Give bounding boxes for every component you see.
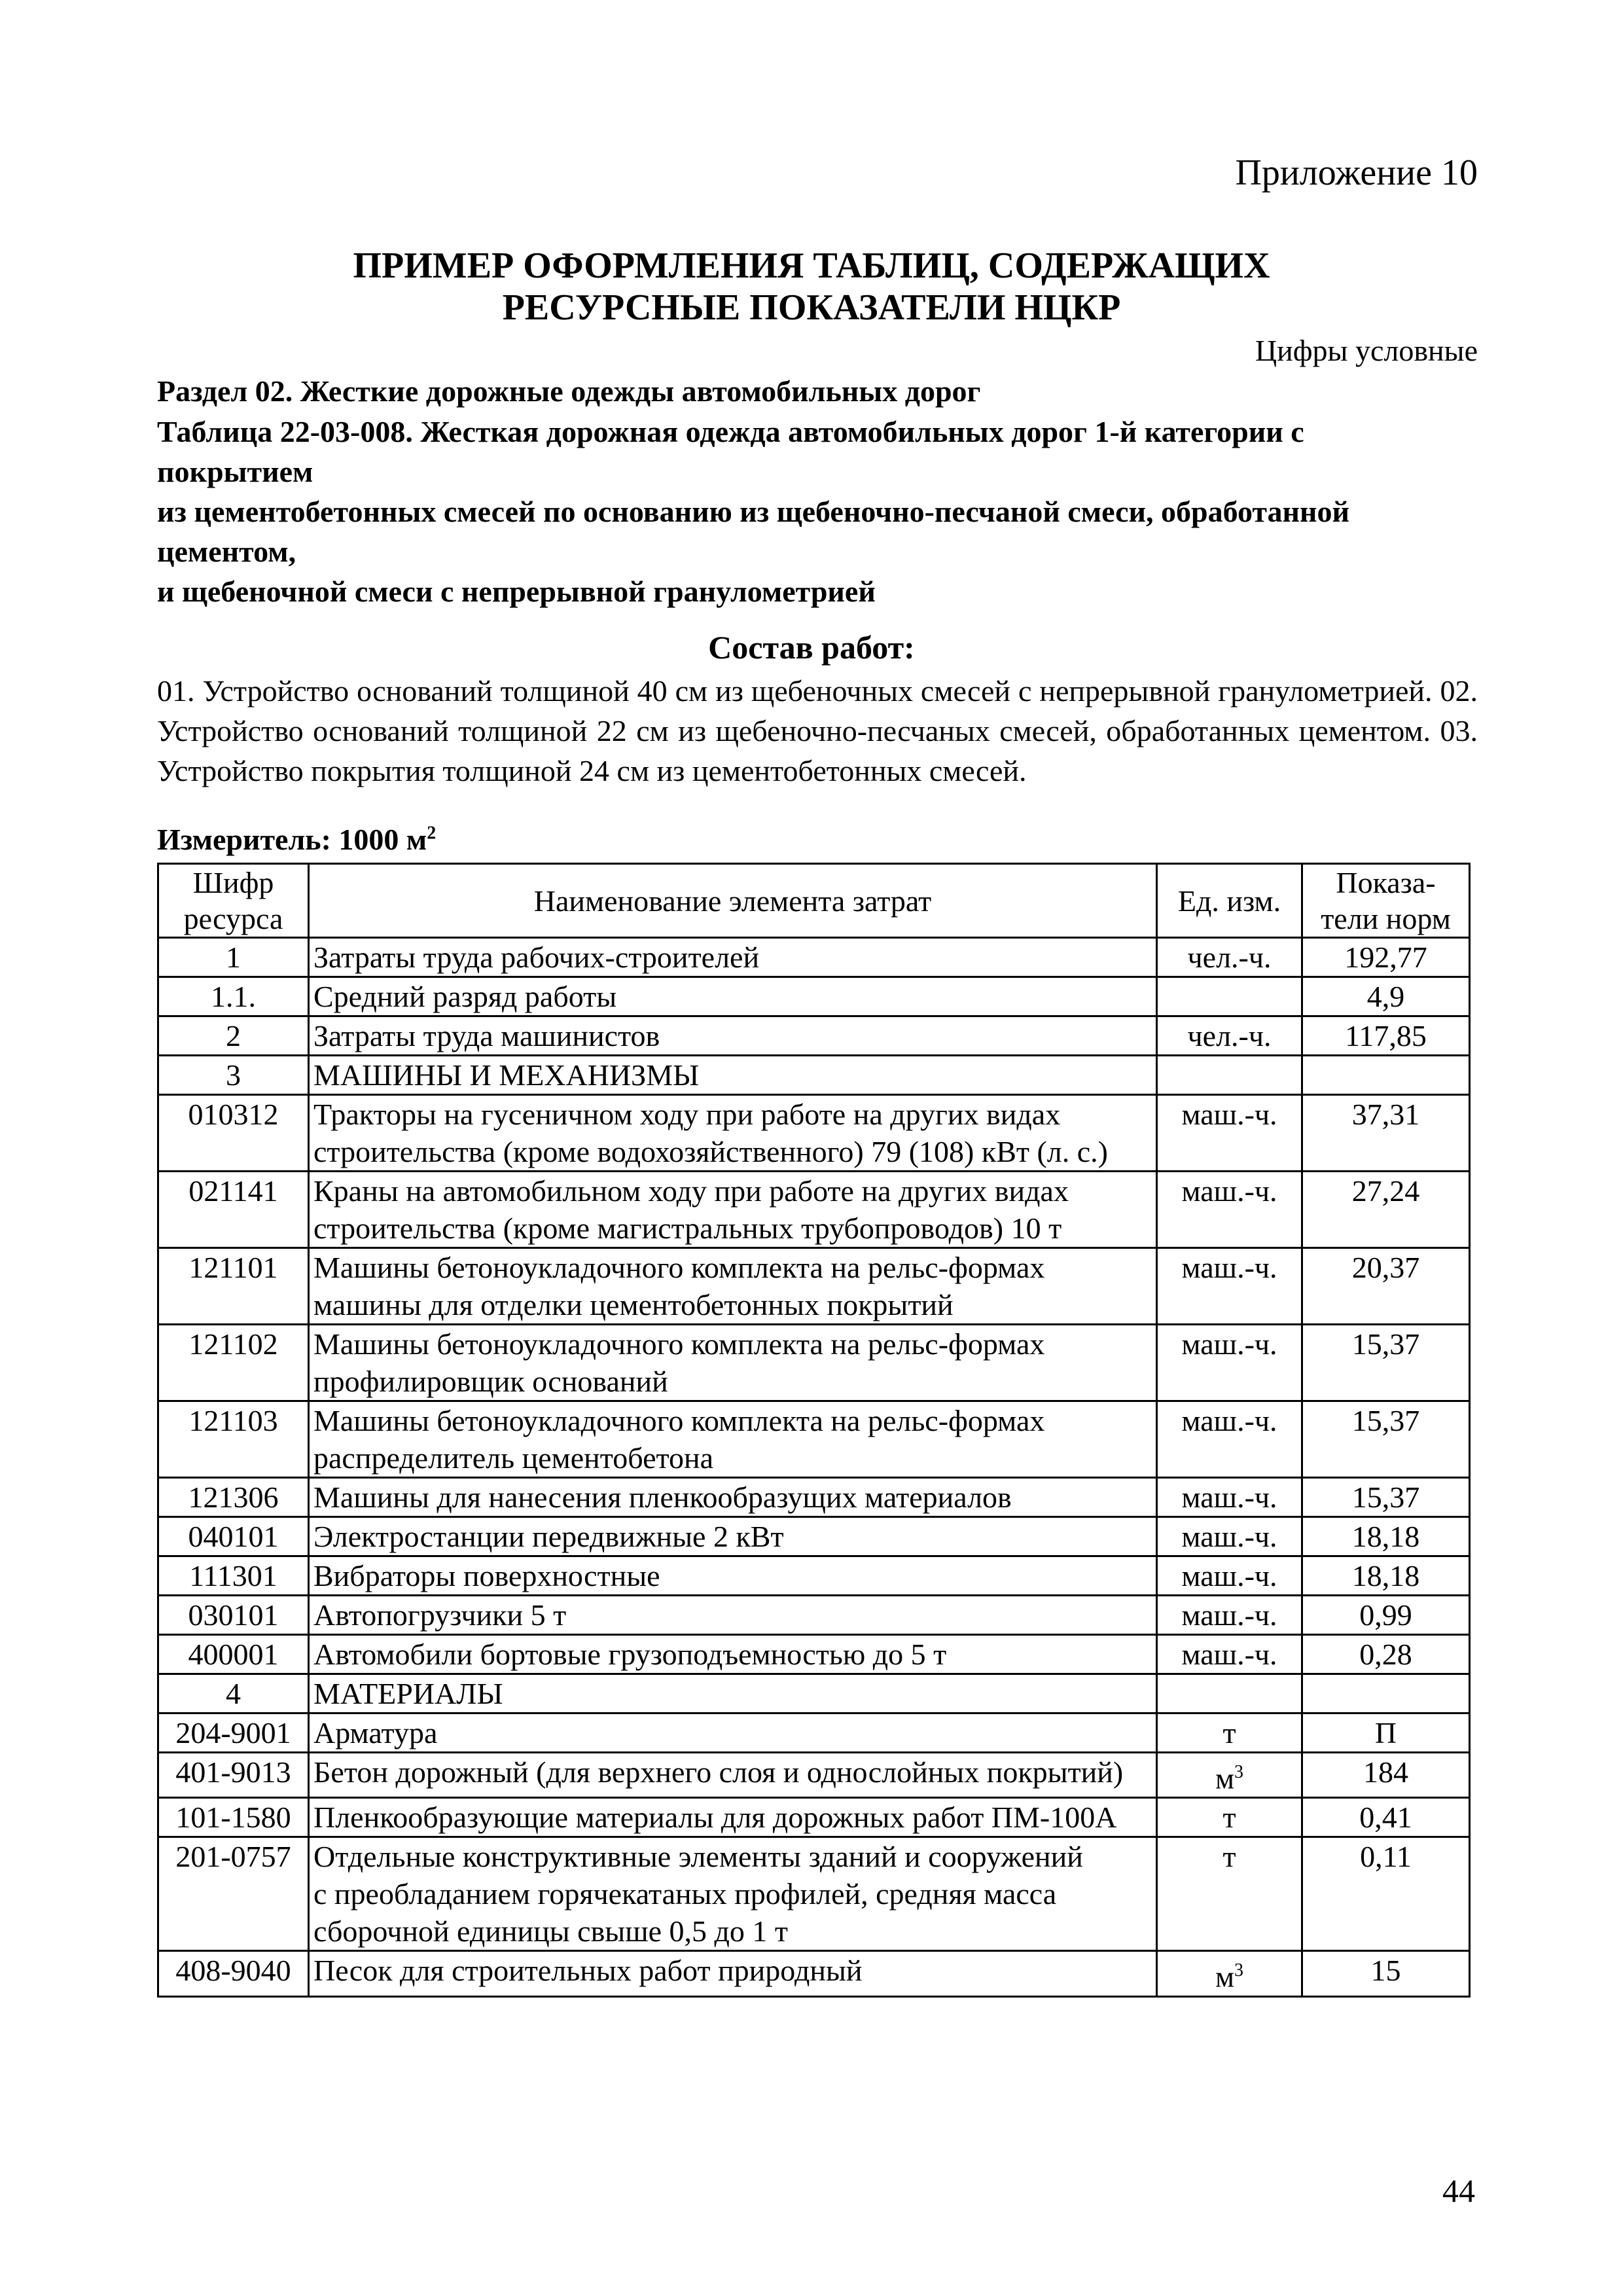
cell-code: 201-0757 bbox=[158, 1837, 309, 1951]
cell-unit-text: маш.-ч. bbox=[1181, 1327, 1277, 1361]
cell-name: Краны на автомобильном ходу при работе на других видах строительства (кроме магистральных трубопроводов) 10 т bbox=[309, 1172, 1157, 1248]
cell-name: Пленкообразующие материалы для дорожных работ ПМ-100А bbox=[309, 1798, 1157, 1837]
cell-value: П bbox=[1302, 1713, 1470, 1753]
cell-unit-text: маш.-ч. bbox=[1181, 1098, 1277, 1131]
cell-unit-text: м bbox=[1215, 1960, 1235, 1994]
table-row bbox=[158, 1478, 1470, 1517]
cell-value: 27,24 bbox=[1302, 1172, 1470, 1248]
appendix-label: Приложение 10 bbox=[1235, 152, 1478, 193]
cell-unit bbox=[1157, 1248, 1302, 1325]
cell-unit-text: маш.-ч. bbox=[1181, 1559, 1277, 1592]
header-unit: Ед. изм. bbox=[1157, 864, 1302, 938]
resource-table bbox=[157, 863, 1471, 1998]
cell-value: 15,37 bbox=[1302, 1325, 1470, 1401]
cell-name: Затраты труда машинистов bbox=[309, 1016, 1157, 1056]
cell-name-part: с преобладанием горячекатаных профилей, средняя масса сборочной единицы свыше 0,5 до 1 т bbox=[313, 1877, 1057, 1948]
cell-name: Песок для строительных работ природный bbox=[309, 1951, 1157, 1996]
cell-name: Электростанции передвижные 2 кВт bbox=[309, 1517, 1157, 1556]
cell-code: 1 bbox=[158, 938, 309, 977]
table-row bbox=[158, 1596, 1470, 1635]
cell-value: 18,18 bbox=[1302, 1517, 1470, 1556]
cell-code: 111301 bbox=[158, 1556, 309, 1596]
cell-value: 4,9 bbox=[1302, 977, 1470, 1016]
cell-value: 0,11 bbox=[1302, 1837, 1470, 1951]
table-title-line-4: цементом, bbox=[157, 535, 296, 568]
cell-name: Арматура bbox=[309, 1713, 1157, 1753]
cell-code: 3 bbox=[158, 1056, 309, 1095]
cell-name: Машины бетоноукладочного комплекта на рельс-формах профилировщик оснований bbox=[309, 1325, 1157, 1401]
cell-value bbox=[1302, 1056, 1470, 1095]
table-row bbox=[158, 1837, 1470, 1951]
table-row bbox=[158, 1556, 1470, 1596]
cell-unit-text: маш.-ч. bbox=[1181, 1174, 1277, 1208]
table-row bbox=[158, 1325, 1470, 1401]
table-row bbox=[158, 1635, 1470, 1674]
table-row bbox=[158, 1753, 1470, 1798]
cell-unit-text: т bbox=[1222, 1801, 1236, 1835]
table-header-row bbox=[158, 864, 1470, 938]
cell-unit-text: т bbox=[1222, 1716, 1236, 1749]
cell-value: 0,41 bbox=[1302, 1798, 1470, 1837]
works-title: Состав работ: bbox=[708, 629, 915, 666]
cell-name: Автопогрузчики 5 т bbox=[309, 1596, 1157, 1635]
cell-name: Средний разряд работы bbox=[309, 977, 1157, 1016]
cell-unit bbox=[1157, 1951, 1302, 1996]
table-row bbox=[158, 1056, 1470, 1095]
header-code: Шифр ресурса bbox=[158, 864, 309, 938]
cell-unit bbox=[1157, 1478, 1302, 1517]
cell-code: 204-9001 bbox=[158, 1713, 309, 1753]
cell-code: 408-9040 bbox=[158, 1951, 309, 1996]
cell-unit bbox=[1157, 1016, 1302, 1056]
cell-unit bbox=[1157, 1837, 1302, 1951]
cell-unit bbox=[1157, 1095, 1302, 1172]
cell-value: 20,37 bbox=[1302, 1248, 1470, 1325]
table-row bbox=[158, 1248, 1470, 1325]
table-row bbox=[158, 1095, 1470, 1172]
cell-unit-text: маш.-ч. bbox=[1181, 1251, 1277, 1284]
cell-unit-text: маш.-ч. bbox=[1181, 1480, 1277, 1514]
cell-unit-sup: 3 bbox=[1234, 1762, 1244, 1782]
cell-name: МАШИНЫ И МЕХАНИЗМЫ bbox=[309, 1056, 1157, 1095]
table-row bbox=[158, 938, 1470, 977]
cell-name-part: Отдельные конструктивные элементы зданий и сооружений bbox=[313, 1840, 1083, 1874]
cell-code: 021141 bbox=[158, 1172, 309, 1248]
table-row bbox=[158, 1172, 1470, 1248]
cell-code: 2 bbox=[158, 1016, 309, 1056]
cell-name: Машины бетоноукладочного комплекта на рельс-формах распределитель цементобетона bbox=[309, 1401, 1157, 1478]
table-row bbox=[158, 1951, 1470, 1996]
cell-code: 121102 bbox=[158, 1325, 309, 1401]
cell-name: МАТЕРИАЛЫ bbox=[309, 1674, 1157, 1713]
cell-value: 18,18 bbox=[1302, 1556, 1470, 1596]
cell-unit bbox=[1157, 1635, 1302, 1674]
cell-code: 010312 bbox=[158, 1095, 309, 1172]
cell-unit-text: м bbox=[1215, 1761, 1235, 1795]
table-title-line-1: Таблица 22-03-008. Жесткая дорожная одежда автомобильных дорог 1-й категории с bbox=[157, 415, 1304, 448]
cell-value: 0,99 bbox=[1302, 1596, 1470, 1635]
cell-name: Машины для нанесения пленкообразущих материалов bbox=[309, 1478, 1157, 1517]
table-title-line-3: из цементобетонных смесей по основанию из щебеночно-песчаной смеси, обработанной bbox=[157, 495, 1350, 528]
cell-name: Вибраторы поверхностные bbox=[309, 1556, 1157, 1596]
conditional-figures-note: Цифры условные bbox=[1255, 334, 1478, 367]
cell-code: 121103 bbox=[158, 1401, 309, 1478]
cell-value: 37,31 bbox=[1302, 1095, 1470, 1172]
cell-unit bbox=[1157, 977, 1302, 1016]
cell-unit-text: чел.-ч. bbox=[1187, 941, 1272, 974]
cell-unit-text: маш.-ч. bbox=[1181, 1520, 1277, 1553]
table-row bbox=[158, 1016, 1470, 1056]
cell-unit-text: маш.-ч. bbox=[1181, 1404, 1277, 1437]
cell-name: Затраты труда рабочих-строителей bbox=[309, 938, 1157, 977]
cell-code: 400001 bbox=[158, 1635, 309, 1674]
cell-unit bbox=[1157, 1517, 1302, 1556]
cell-value: 192,77 bbox=[1302, 938, 1470, 977]
table-row bbox=[158, 1798, 1470, 1837]
cell-name: Тракторы на гусеничном ходу при работе на других видах строительства (кроме водохозяйственного) 79 (108) кВт (л. с.) bbox=[309, 1095, 1157, 1172]
cell-value: 15,37 bbox=[1302, 1478, 1470, 1517]
works-description: 01. Устройство оснований толщиной 40 см из щебеночных смесей с непрерывной гранулометрией. 02. Устройство оснований толщиной 22 см из щебеночно-песчаных смесей, обработанных цементом. 03. Устройство покрытия толщиной 24 см из цементобетонных смесей. bbox=[157, 674, 1478, 787]
cell-code: 4 bbox=[158, 1674, 309, 1713]
cell-value: 15 bbox=[1302, 1951, 1470, 1996]
cell-code: 401-9013 bbox=[158, 1753, 309, 1798]
table-row bbox=[158, 977, 1470, 1016]
header-value: Показа- тели норм bbox=[1302, 864, 1470, 938]
table-row bbox=[158, 1713, 1470, 1753]
cell-unit bbox=[1157, 1798, 1302, 1837]
table-row bbox=[158, 1517, 1470, 1556]
table-row bbox=[158, 1401, 1470, 1478]
page-number: 44 bbox=[1442, 2172, 1475, 2209]
cell-code: 121306 bbox=[158, 1478, 309, 1517]
page-title-line-1: ПРИМЕР ОФОРМЛЕНИЯ ТАБЛИЦ, СОДЕРЖАЩИХ bbox=[353, 245, 1270, 286]
cell-unit bbox=[1157, 1596, 1302, 1635]
cell-code: 1.1. bbox=[158, 977, 309, 1016]
cell-name: Бетон дорожный (для верхнего слоя и однослойных покрытий) bbox=[309, 1753, 1157, 1798]
cell-code: 121101 bbox=[158, 1248, 309, 1325]
cell-unit-text: маш.-ч. bbox=[1181, 1638, 1277, 1671]
cell-name bbox=[309, 1837, 1157, 1951]
cell-name: Автомобили бортовые грузоподъемностью до 5 т bbox=[309, 1635, 1157, 1674]
header-name: Наименование элемента затрат bbox=[309, 864, 1157, 938]
page-title-line-2: РЕСУРСНЫЕ ПОКАЗАТЕЛИ НЦКР bbox=[502, 287, 1121, 328]
cell-code: 040101 bbox=[158, 1517, 309, 1556]
cell-unit-sup: 3 bbox=[1234, 1960, 1244, 1981]
table-row bbox=[158, 1674, 1470, 1713]
cell-value: 15,37 bbox=[1302, 1401, 1470, 1478]
cell-unit bbox=[1157, 1172, 1302, 1248]
cell-unit bbox=[1157, 1753, 1302, 1798]
cell-unit bbox=[1157, 1713, 1302, 1753]
cell-unit bbox=[1157, 1556, 1302, 1596]
cell-value: 184 bbox=[1302, 1753, 1470, 1798]
cell-unit bbox=[1157, 1056, 1302, 1095]
cell-code: 101-1580 bbox=[158, 1798, 309, 1837]
cell-unit bbox=[1157, 1674, 1302, 1713]
cell-unit bbox=[1157, 1325, 1302, 1401]
cell-unit bbox=[1157, 938, 1302, 977]
table-title-line-5: и щебеночной смеси с непрерывной гранулометрией bbox=[157, 575, 876, 608]
cell-unit-text: т bbox=[1222, 1840, 1236, 1874]
table-title-line-2: покрытием bbox=[157, 455, 313, 488]
section-heading: Раздел 02. Жесткие дорожные одежды автомобильных дорог bbox=[157, 374, 981, 408]
cell-unit-text: чел.-ч. bbox=[1187, 1019, 1272, 1052]
cell-value: 117,85 bbox=[1302, 1016, 1470, 1056]
cell-value bbox=[1302, 1674, 1470, 1713]
measure-sup: 2 bbox=[427, 823, 437, 844]
cell-value: 0,28 bbox=[1302, 1635, 1470, 1674]
measure-label: Измеритель: 1000 м bbox=[157, 823, 427, 856]
cell-name: Машины бетоноукладочного комплекта на рельс-формах машины для отделки цементобетонных покрытий bbox=[309, 1248, 1157, 1325]
cell-unit bbox=[1157, 1401, 1302, 1478]
cell-unit-text: маш.-ч. bbox=[1181, 1598, 1277, 1632]
measure-unit bbox=[157, 822, 436, 857]
cell-code: 030101 bbox=[158, 1596, 309, 1635]
